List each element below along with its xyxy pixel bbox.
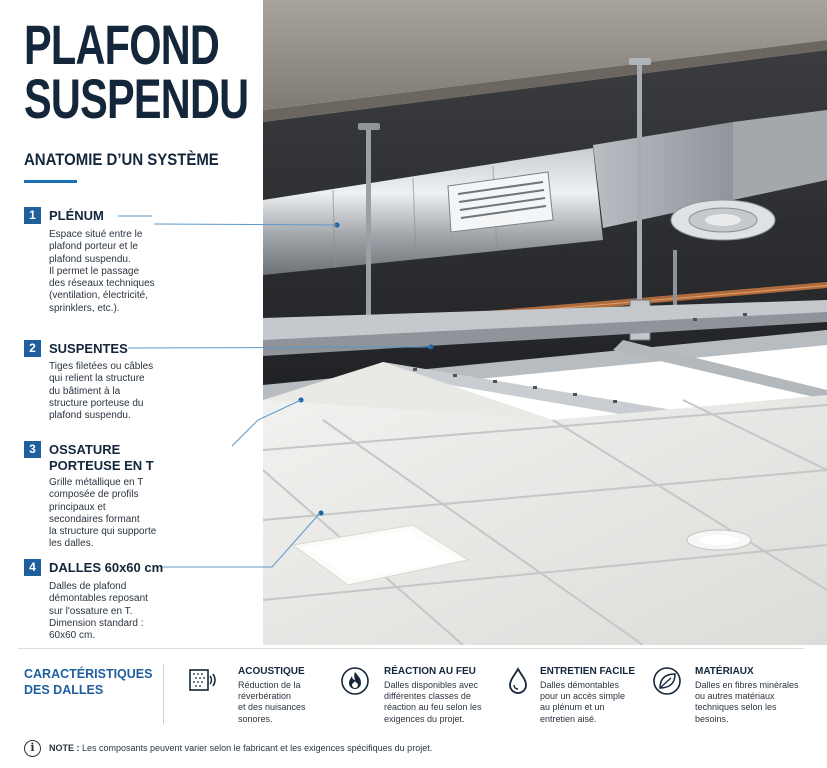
feature-reaction-feu-title: RÉACTION AU FEU [384,666,476,677]
acoustic-panel-icon [188,666,218,696]
water-drop-icon [503,666,533,696]
feature-acoustique-title: ACOUSTIQUE [238,666,305,677]
features-separator [163,664,164,724]
features-heading: CARACTÉRISTIQUES DES DALLES [24,667,153,697]
footnote-label: NOTE : [49,743,80,753]
title-line-1: PLAFOND [24,13,220,76]
section-2-number: 2 [24,340,41,357]
info-icon: i [24,740,41,757]
feature-entretien-body: Dalles démontables pour un accès simple au plénum et un entretien aisé. [540,680,626,724]
page-subtitle: ANATOMIE D’UN SYSTÈME [24,150,219,169]
feature-materiaux-title: MATÉRIAUX [695,666,754,677]
feature-reaction-feu-body: Dalles disponibles avec différentes classes de réaction au feu selon les exigences du projet. [384,680,482,724]
section-3-body: Grille métallique en T composée de profils principaux et secondaires formant la structure qui supporte les dalles. [49,477,157,550]
section-1-body: Espace situé entre le plafond porteur et le plafond suspendu. Il permet le passage des réseaux techniques (ventilation, électricité, sprinklers, etc.). [49,229,155,314]
section-4-title: DALLES 60x60 cm [49,560,164,575]
footnote-text: Les composants peuvent varier selon le fabricant et les exigences spécifiques du projet. [79,743,433,753]
feature-acoustique-body: Réduction de la réverbération et des nuisances sonores. [238,680,306,724]
footnote [49,743,432,753]
section-1-title: PLÉNUM [49,208,104,223]
section-3-title: OSSATURE PORTEUSE EN T [49,442,154,473]
band-divider [18,648,804,649]
feature-entretien-title: ENTRETIEN FACILE [540,666,636,677]
section-2-title: SUSPENTES [49,341,128,356]
flame-icon [340,666,370,696]
feature-materiaux-body: Dalles en fibres minérales ou autres matériaux techniques selon les besoins. [695,680,799,724]
section-4-number: 4 [24,559,41,576]
section-3-number: 3 [24,441,41,458]
section-2-body: Tiges filetées ou câbles qui relient la structure du bâtiment à la structure porteuse du plafond suspendu. [49,361,154,422]
title-line-2: SUSPENDU [24,67,249,130]
section-1-number: 1 [24,207,41,224]
leaf-icon [652,666,682,696]
section-4-body: Dalles de plafond démontables reposant sur l'ossature en T. Dimension standard : 60x60 cm. [49,581,148,642]
